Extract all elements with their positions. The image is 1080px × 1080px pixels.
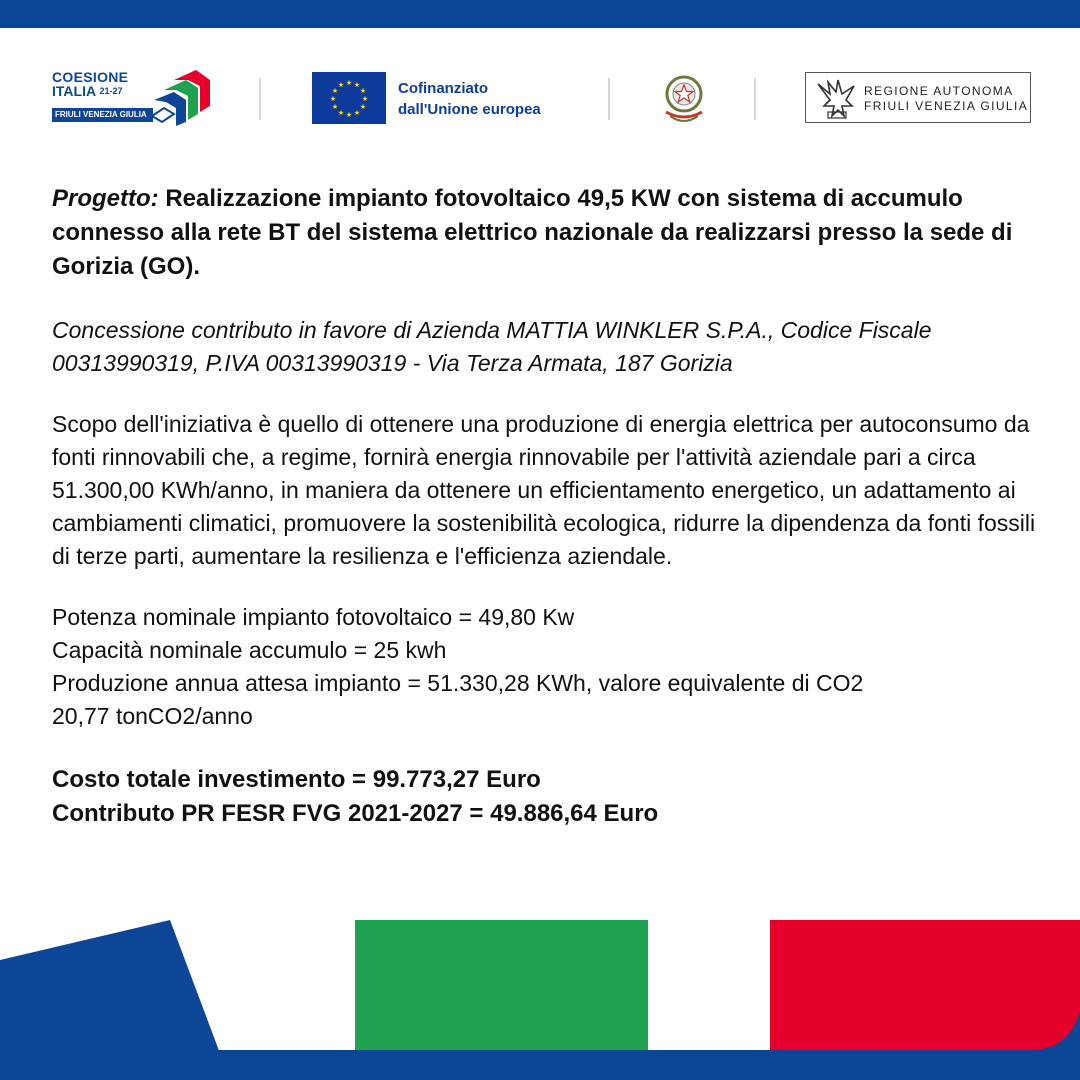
flag-white-band-2: [648, 920, 770, 1060]
coesione-arrow-icon: [152, 70, 212, 126]
svg-text:★: ★: [345, 111, 353, 119]
svg-text:★: ★: [359, 87, 367, 95]
svg-text:★: ★: [329, 95, 337, 103]
coesione-title: COESIONE: [52, 69, 129, 85]
main-content: [52, 182, 1042, 831]
svg-text:★: ★: [337, 81, 345, 89]
total-cost: Costo totale investimento = 99.773,27 Euro: [52, 766, 541, 793]
regione-line-2: FRIULI VENEZIA GIULIA: [864, 99, 1029, 113]
svg-text:★: ★: [331, 103, 339, 111]
spec-line: 20,77 tonCO2/anno: [52, 703, 253, 729]
eu-line-1: Cofinanziato: [398, 80, 488, 97]
logo-separator: [259, 78, 261, 120]
svg-text:★: ★: [353, 109, 361, 117]
logo-separator: [754, 78, 756, 120]
spec-line: Potenza nominale impianto fotovoltaico = 49,80 Kw: [52, 604, 575, 630]
contribution-amount: Contributo PR FESR FVG 2021-2027 = 49.886,64 Euro: [52, 800, 659, 827]
coesione-italia-text: ITALIA: [52, 83, 96, 99]
eagle-icon: [814, 76, 860, 120]
scope-paragraph: Scopo dell'iniziativa è quello di ottenere una produzione di energia elettrica per autoconsumo da fonti rinnovabili che, a regime, fornirà energia rinnovabile per l'attività aziendale pari a circa 51.300,00 KWh/anno, in maniera da ottenere un efficientamento energetico, un adattamento ai cambiamenti climatici, promuovere la sostenibilità ecologica, ridurre la dipendenza da fonti fossili di terze parti, aumentare la resilienza e l'efficienza aziendale.: [52, 411, 1036, 569]
italian-republic-emblem-icon: [660, 72, 708, 124]
project-paragraph: [52, 182, 1042, 284]
coesione-italia-logo: [52, 70, 212, 126]
logo-separator: [608, 78, 610, 120]
svg-text:★: ★: [331, 87, 339, 95]
project-label: Progetto:: [52, 185, 159, 212]
spec-line: Capacità nominale accumulo = 25 kwh: [52, 637, 447, 663]
svg-text:★: ★: [353, 81, 361, 89]
spec-line: Produzione annua attesa impianto = 51.330,28 KWh, valore equivalente di CO2: [52, 670, 864, 696]
regione-fvg-logo: [805, 72, 1031, 123]
svg-text:★: ★: [345, 79, 353, 87]
italian-flag-graphic: [0, 910, 1080, 1080]
top-blue-bar: [0, 0, 1080, 28]
svg-text:★: ★: [337, 109, 345, 117]
concession-paragraph: Concessione contributo in favore di Azienda MATTIA WINKLER S.P.A., Codice Fiscale 00313990319, P.IVA 00313990319 - Via Terza Armata, 187 Gorizia: [52, 317, 932, 376]
regione-text: [864, 84, 1028, 114]
eu-line-2: dall'Unione europea: [398, 101, 541, 118]
specs-block: [52, 601, 1042, 733]
coesione-years: 21-27: [99, 86, 123, 96]
flag-red-band: [770, 920, 1080, 1060]
project-title: Realizzazione impianto fotovoltaico 49,5 KW con sistema di accumulo connesso alla rete BT del sistema elettrico nazionale da realizzarsi presso la sede di Gorizia (GO).: [52, 185, 1013, 280]
coesione-region-badge: FRIULI VENEZIA GIULIA: [52, 108, 153, 122]
svg-text:★: ★: [359, 103, 367, 111]
eu-flag-icon: [312, 72, 386, 124]
regione-line-1: REGIONE AUTONOMA: [864, 84, 1014, 98]
flag-green-band: [355, 920, 648, 1060]
costs-block: [52, 763, 1042, 831]
coesione-subtitle: [52, 84, 122, 98]
svg-text:★: ★: [361, 95, 369, 103]
eu-cofinanced-text: [398, 78, 541, 120]
